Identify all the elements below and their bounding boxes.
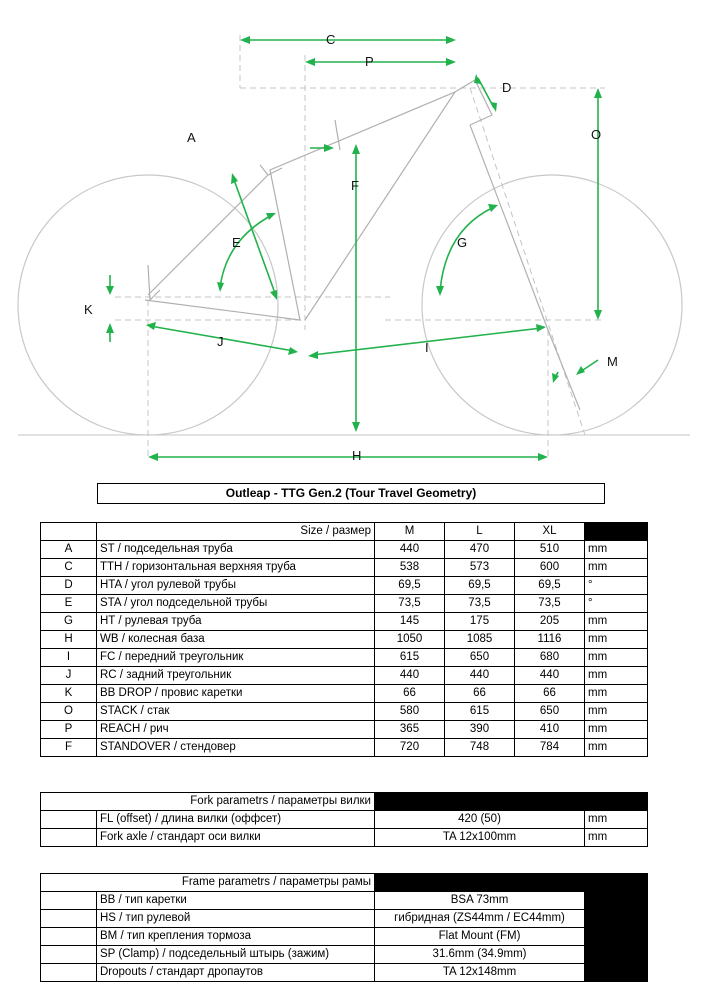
fork-header-row: [41, 793, 648, 811]
frame-row-name: BM / тип крепления тормоза: [97, 928, 375, 946]
bike-frame: [145, 80, 580, 410]
row-value-m: 365: [375, 721, 445, 739]
row-value-m: 720: [375, 739, 445, 757]
row-code: O: [41, 703, 97, 721]
frame-row-black: [585, 964, 648, 982]
label-c: C: [326, 32, 336, 47]
frame-row: [41, 946, 648, 964]
row-value-l: 440: [445, 667, 515, 685]
row-unit: mm: [585, 739, 648, 757]
header-blank: [41, 523, 97, 541]
dim-g: [436, 204, 498, 296]
frame-row: [41, 892, 648, 910]
geometry-row: [41, 649, 648, 667]
fork-header-black: [375, 793, 585, 811]
row-value-m: 580: [375, 703, 445, 721]
row-value-xl: 73,5: [515, 595, 585, 613]
row-code: I: [41, 649, 97, 667]
geometry-row: [41, 739, 648, 757]
row-value-l: 748: [445, 739, 515, 757]
geometry-row: [41, 631, 648, 649]
row-unit: mm: [585, 541, 648, 559]
row-value-m: 66: [375, 685, 445, 703]
row-value-m: 145: [375, 613, 445, 631]
row-name: ST / подседельная труба: [97, 541, 375, 559]
frame-row-value: TA 12x148mm: [375, 964, 585, 982]
label-i: I: [425, 340, 429, 355]
row-unit: mm: [585, 703, 648, 721]
row-unit: mm: [585, 559, 648, 577]
row-unit: °: [585, 577, 648, 595]
row-name: BB DROP / провис каретки: [97, 685, 375, 703]
front-wheel: [422, 175, 682, 435]
size-label: Size / размер: [97, 523, 375, 541]
row-value-l: 615: [445, 703, 515, 721]
geometry-title: Outleap - TTG Gen.2 (Tour Travel Geometry): [97, 483, 605, 504]
row-unit: mm: [585, 649, 648, 667]
fork-row: [41, 829, 648, 847]
row-value-l: 470: [445, 541, 515, 559]
geometry-diagram: [0, 0, 710, 470]
size-xl: XL: [515, 523, 585, 541]
geometry-table: [40, 522, 648, 757]
row-name: RC / задний треугольник: [97, 667, 375, 685]
row-unit: mm: [585, 721, 648, 739]
fork-header: Fork parametrs / параметры вилки: [41, 793, 375, 811]
frame-header-black-2: [585, 874, 648, 892]
row-value-xl: 205: [515, 613, 585, 631]
row-code: J: [41, 667, 97, 685]
geometry-header-row: [41, 523, 648, 541]
row-unit: mm: [585, 631, 648, 649]
row-value-xl: 69,5: [515, 577, 585, 595]
row-value-m: 440: [375, 541, 445, 559]
geometry-row: [41, 703, 648, 721]
fork-row-value: TA 12x100mm: [375, 829, 585, 847]
frame-row-black: [585, 892, 648, 910]
frame-header: Frame parametrs / параметры рамы: [41, 874, 375, 892]
row-value-l: 573: [445, 559, 515, 577]
row-code: F: [41, 739, 97, 757]
row-code: G: [41, 613, 97, 631]
dim-p: [305, 58, 456, 66]
row-value-m: 440: [375, 667, 445, 685]
guide-fork: [470, 88, 585, 435]
frame-row-value: гибридная (ZS44mm / EC44mm): [375, 910, 585, 928]
row-value-m: 538: [375, 559, 445, 577]
geometry-row: [41, 541, 648, 559]
row-code: A: [41, 541, 97, 559]
row-code: H: [41, 631, 97, 649]
label-j: J: [217, 334, 224, 349]
row-value-xl: 680: [515, 649, 585, 667]
row-code: C: [41, 559, 97, 577]
row-value-l: 69,5: [445, 577, 515, 595]
label-o: O: [591, 127, 602, 142]
fork-row-unit: mm: [585, 829, 648, 847]
fork-header-black-2: [585, 793, 648, 811]
row-unit: °: [585, 595, 648, 613]
row-name: WB / колесная база: [97, 631, 375, 649]
dim-h: [148, 453, 548, 461]
label-h: H: [352, 448, 362, 463]
dim-o: [594, 88, 602, 320]
geometry-row: [41, 667, 648, 685]
row-code: K: [41, 685, 97, 703]
row-name: TTH / горизонтальная верхняя труба: [97, 559, 375, 577]
fork-table: [40, 792, 648, 847]
label-f: F: [351, 178, 359, 193]
geometry-row: [41, 613, 648, 631]
geometry-row: [41, 595, 648, 613]
geometry-row: [41, 559, 648, 577]
frame-row-black: [585, 910, 648, 928]
frame-row-name: Dropouts / стандарт дропаутов: [97, 964, 375, 982]
row-value-xl: 784: [515, 739, 585, 757]
row-value-m: 73,5: [375, 595, 445, 613]
row-name: HT / рулевая труба: [97, 613, 375, 631]
row-code: D: [41, 577, 97, 595]
row-value-xl: 410: [515, 721, 585, 739]
label-p: P: [365, 54, 374, 69]
row-value-xl: 1116: [515, 631, 585, 649]
dim-k: [106, 275, 114, 342]
frame-row-black: [585, 928, 648, 946]
row-unit: mm: [585, 613, 648, 631]
row-value-l: 175: [445, 613, 515, 631]
row-unit: mm: [585, 685, 648, 703]
geometry-row: [41, 685, 648, 703]
row-code: E: [41, 595, 97, 613]
frame-row: [41, 964, 648, 982]
frame-row-name: HS / тип рулевой: [97, 910, 375, 928]
label-m: M: [607, 354, 618, 369]
row-name: FC / передний треугольник: [97, 649, 375, 667]
frame-header-black: [375, 874, 585, 892]
fork-row-name: FL (offset) / длина вилки (оффсет): [97, 811, 375, 829]
row-value-xl: 650: [515, 703, 585, 721]
frame-row-black: [585, 946, 648, 964]
dim-d: [474, 74, 497, 112]
row-value-m: 69,5: [375, 577, 445, 595]
row-value-xl: 440: [515, 667, 585, 685]
dim-c: [240, 36, 456, 44]
frame-row-value: Flat Mount (FM): [375, 928, 585, 946]
label-d: D: [502, 80, 512, 95]
size-l: L: [445, 523, 515, 541]
row-value-m: 615: [375, 649, 445, 667]
label-g: G: [457, 235, 468, 250]
row-name: HTA / угол рулевой трубы: [97, 577, 375, 595]
row-value-m: 1050: [375, 631, 445, 649]
row-value-l: 66: [445, 685, 515, 703]
row-value-xl: 600: [515, 559, 585, 577]
dim-m: [552, 360, 598, 383]
row-value-xl: 66: [515, 685, 585, 703]
label-a: A: [187, 130, 196, 145]
frame-table: [40, 873, 648, 982]
header-black-cell: [585, 523, 648, 541]
row-value-l: 73,5: [445, 595, 515, 613]
label-k: K: [84, 302, 93, 317]
fork-row: [41, 811, 648, 829]
row-value-l: 1085: [445, 631, 515, 649]
frame-row: [41, 910, 648, 928]
fork-row-unit: mm: [585, 811, 648, 829]
row-name: STACK / стак: [97, 703, 375, 721]
row-name: STA / угол подседельной трубы: [97, 595, 375, 613]
frame-header-row: [41, 874, 648, 892]
row-value-l: 390: [445, 721, 515, 739]
row-code: P: [41, 721, 97, 739]
geometry-row: [41, 721, 648, 739]
geometry-row: [41, 577, 648, 595]
size-m: M: [375, 523, 445, 541]
row-value-xl: 510: [515, 541, 585, 559]
frame-row-value: 31.6mm (34.9mm): [375, 946, 585, 964]
fork-row-value: 420 (50): [375, 811, 585, 829]
frame-row-value: BSA 73mm: [375, 892, 585, 910]
frame-row: [41, 928, 648, 946]
frame-row-name: SP (Clamp) / подседельный штырь (зажим): [97, 946, 375, 964]
frame-row-name: BB / тип каретки: [97, 892, 375, 910]
row-name: REACH / рич: [97, 721, 375, 739]
row-unit: mm: [585, 667, 648, 685]
row-value-l: 650: [445, 649, 515, 667]
dim-f-top: [310, 144, 334, 152]
fork-row-name: Fork axle / стандарт оси вилки: [97, 829, 375, 847]
label-e: E: [232, 235, 241, 250]
row-name: STANDOVER / стендовер: [97, 739, 375, 757]
